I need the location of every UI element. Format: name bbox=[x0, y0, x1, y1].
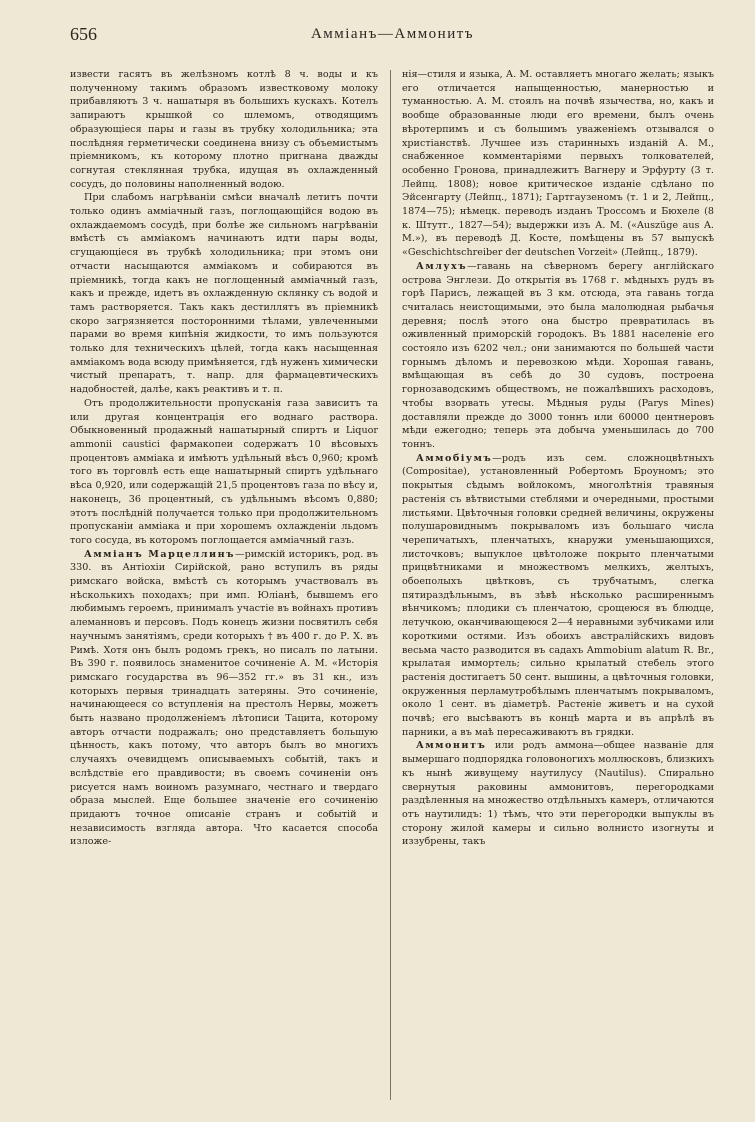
paragraph: извести гасятъ въ желѣзномъ котлѣ 8 ч. воды и къ полученному такимъ образомъ известковому молоку прибавляютъ 3 ч. нашатыря въ большихъ кускахъ. Котелъ запираютъ крышкой со шлемомъ, отводящимъ образующіеся пары и газы въ трубку холодильника; эта послѣдняя герметически соединена внизу съ объемистымъ пріемникомъ, къ которому плотно пригнана дважды согнутая стеклянная трубка, идущая въ охлажденный сосудъ, до половины наполненный водою. bbox=[70, 69, 378, 190]
entry-text: —родъ изъ сем. сложноцвѣтныхъ (Compositae), установленный Робертомъ Броуномъ; это покрытыя сѣдымъ войлокомъ, многолѣтнія травяныя растенія съ вѣтвистыми стеблями и очередными, простыми листьями. Цвѣточныя головки средней величины, окружены полушаровиднымъ покрываломъ изъ большаго числа черепичатыхъ, пленчатыхъ, кнаружи уменьшающихся, листочковъ; выпуклое цвѣтоложе покрыто пленчатыми прицвѣтниками и множествомъ мелкихъ, желтыхъ, обоеполыхъ цвѣтковъ, съ трубчатымъ, слегка пятираздѣльнымъ, въ зѣвѣ нѣсколько расширеннымъ вѣнчикомъ; плодики съ пленчатою, срощеюся въ блюдце, летучкою, оканчивающеюся 2—4 неравными зубчиками или короткими остями. Изъ обоихъ австралійскихъ видовъ весьма часто разводится въ садахъ Ammobium alatum R. Br., крылатая иммортель; сильно крылатый стебель этого растенія достигаетъ 50 сент. вышины, а цвѣточныя головки, окруженныя перламутробѣлымъ пленчатымъ покрываломъ, около 1 сент. въ діаметрѣ. Растеніе живетъ и на сухой почвѣ; его высѣваютъ въ концѣ марта и въ апрѣлѣ въ парники, а въ маѣ пересаживаютъ въ грядки. bbox=[402, 452, 714, 738]
entry-text: или родъ аммона—общее названіе для вымершаго подпорядка головоногихъ моллюсковъ, близкихъ къ нынѣ живущему наутилусу (Nautilus). Спирально свернутыя раковины аммонитовъ, перегородками раздѣленныя на множество отдѣльныхъ камеръ, отличаются отъ наутилидъ: 1) тѣмъ, что эти перегородки выпуклы въ сторону жилой камеры и сильно волнисто изогнуты и иззубрены, такъ bbox=[402, 740, 714, 848]
entry-ammian-marcellin bbox=[70, 548, 378, 849]
entry-ammobium bbox=[402, 452, 714, 740]
page-header bbox=[70, 24, 715, 52]
paragraph: нія—стиля и языка, А. М. оставляетъ многаго желать; языкъ его отличается напыщенностью, манерностью и туманностью. А. М. стоялъ на почвѣ язычества, но, какъ и вообще образованные люди его времени, былъ очень вѣротерпимъ и съ большимъ уваженіемъ отзывался о христіанствѣ. Лучшее изъ старинныхъ изданій А. М., снабженное комментаріями первыхъ толкователей, особенно Гронова, принадлежитъ Вагнеру и Эрфурту (3 т. Лейпц. 1808); новое критическое изданіе сдѣлано по Эйсенгарту (Лейпц., 1871); Гартгаузеномъ (т. 1 и 2, Лейпц., 1874—75); нѣмецк. переводъ изданъ Троссомъ и Бюхеле (8 к. Штутг., 1827—54); выдержки изъ А. М. («Auszüge aus A. M.»), въ переводѣ Д. Косте, помѣщены въ 57 выпускѣ «Geschichtschreiber der deutschen Vorzeit» (Лейпц., 1879). bbox=[402, 69, 714, 259]
running-title: Амміанъ—Аммонитъ bbox=[310, 26, 475, 42]
entry-headword: Амлухъ bbox=[416, 260, 468, 272]
paragraph: При слабомъ нагрѣваніи смѣси вначалѣ летитъ почти только одинъ аммiачный газъ, поглощающійся водою въ охлаждаемомъ сосудѣ, при болѣе же сильномъ нагрѣваніи вмѣстѣ съ амміакомъ начинаютъ идти пары воды, сгущающіеся въ трубкѣ холодильника; при этомъ они отчасти насыщаются амміакомъ и собираются въ пріемникѣ, тогда какъ не поглощенный аммiачный газъ, какъ и прежде, идетъ въ охлажденную склянку съ водой и тамъ растворяется. Такъ какъ дестиллятъ въ пріемникѣ скоро загрязняется посторонними тѣлами, увлеченными парами во время кипѣнія жидкости, то имъ пользуются только для техническихъ цѣлей, тогда какъ насыщенная амміакомъ вода всюду примѣняется, гдѣ нуженъ химически чистый препаратъ, т. напр. для фармацевтическихъ надобностей, далѣе, какъ реактивъ и т. п. bbox=[70, 192, 378, 396]
entry-text: —гавань на сѣверномъ берегу англійскаго острова Энглези. До открытія въ 1768 г. мѣдныхъ рудъ въ горѣ Парисъ, лежащей въ 3 км. отсюда, эта гавань тогда считалась неистощимыми, это была малолюдная рыбачья деревня; послѣ этого она быстро превратилась въ оживленный приморскій городокъ. Въ 1881 населеніе его состояло изъ 6202 чел.; они занимаются по большей части горнымъ дѣломъ и перевозкою мѣди. Хорошая гавань, вмѣщающая въ себѣ до 30 судовъ, построена горнозаводскимъ обществомъ, не пожалѣвшихъ расходовъ, чтобы взорвать утесы. Мѣдныя руды (Parys Mines) доставляли прежде до 3000 тоннъ или 60000 центнеровъ мѣди ежегодно; теперь эта добыча уменьшилась до 700 тоннъ. bbox=[402, 260, 714, 450]
left-column bbox=[70, 68, 378, 1108]
entry-amlukh bbox=[402, 260, 714, 452]
paragraph: Отъ продолжительности пропусканія газа зависитъ та или другая концентрація его воднаго раствора. Обыкновенный продажный нашатырный спиртъ и Liquor ammonii caustici фармакопеи содержатъ 10 вѣсовыхъ процентовъ амміака и имѣютъ удѣльный вѣсъ 0,960; кромѣ того въ торговлѣ есть еще нашатырный спиртъ удѣльнаго вѣса 0,920, или содержащій 21,5 процентовъ газа по вѣсу и, наконецъ, 36 процентный, съ удѣльнымъ вѣсомъ 0,880; этотъ послѣдній получается только при продолжительномъ пропусканіи амміака и при хорошемъ охлажденіи льдомъ того сосуда, въ которомъ поглощается аммiачный газъ. bbox=[70, 397, 378, 546]
entry-text: —римскій историкъ, род. въ 330. въ Антіохіи Сирійской, рано вступилъ въ ряды римскаго войска, вмѣстѣ съ которымъ участвовалъ въ нѣсколькихъ походахъ; при имп. Юліанѣ, бывшемъ его любимымъ героемъ, принималъ участіе въ войнахъ противъ алеманновъ и персовъ. Подъ конецъ жизни посвятилъ себя научнымъ занятіямъ, среди которыхъ † въ 400 г. до Р. Х. въ Римѣ. Хотя онъ былъ родомъ грекъ, но писалъ по латыни. Въ 390 г. появилось знаменитое сочиненіе А. М. «Исторія римскаго государства въ 96—352 гг.» въ 31 кн., изъ которыхъ первыя тринадцать затеряны. Это сочиненіе, начинающееся со вступленія на престолъ Нервы, можетъ быть названо продолженіемъ лѣтописи Тацита, которому авторъ отчасти подражалъ; оно представляетъ большую цѣнность, какъ потому, что авторъ былъ во многихъ случаяхъ очевидцемъ описываемыхъ событій, такъ и вслѣдствіе его правдивости; въ своемъ сочиненіи онъ рисуется намъ воиномъ разумнаго, честнаго и твердаго образа мыслей. Еще большее значеніе его сочиненію придаютъ точное описаніе странъ и событій и независимость взгляда автора. Что касается способа изложе- bbox=[70, 548, 378, 848]
entry-ammonit bbox=[402, 739, 714, 849]
entry-headword: Амміанъ Марцеллинъ bbox=[84, 548, 235, 560]
column-divider bbox=[390, 70, 391, 1100]
right-column bbox=[402, 68, 714, 1108]
entry-headword: Аммобіумъ bbox=[416, 452, 493, 464]
page-number: 656 bbox=[70, 24, 97, 44]
entry-headword: Аммонитъ bbox=[416, 740, 487, 752]
